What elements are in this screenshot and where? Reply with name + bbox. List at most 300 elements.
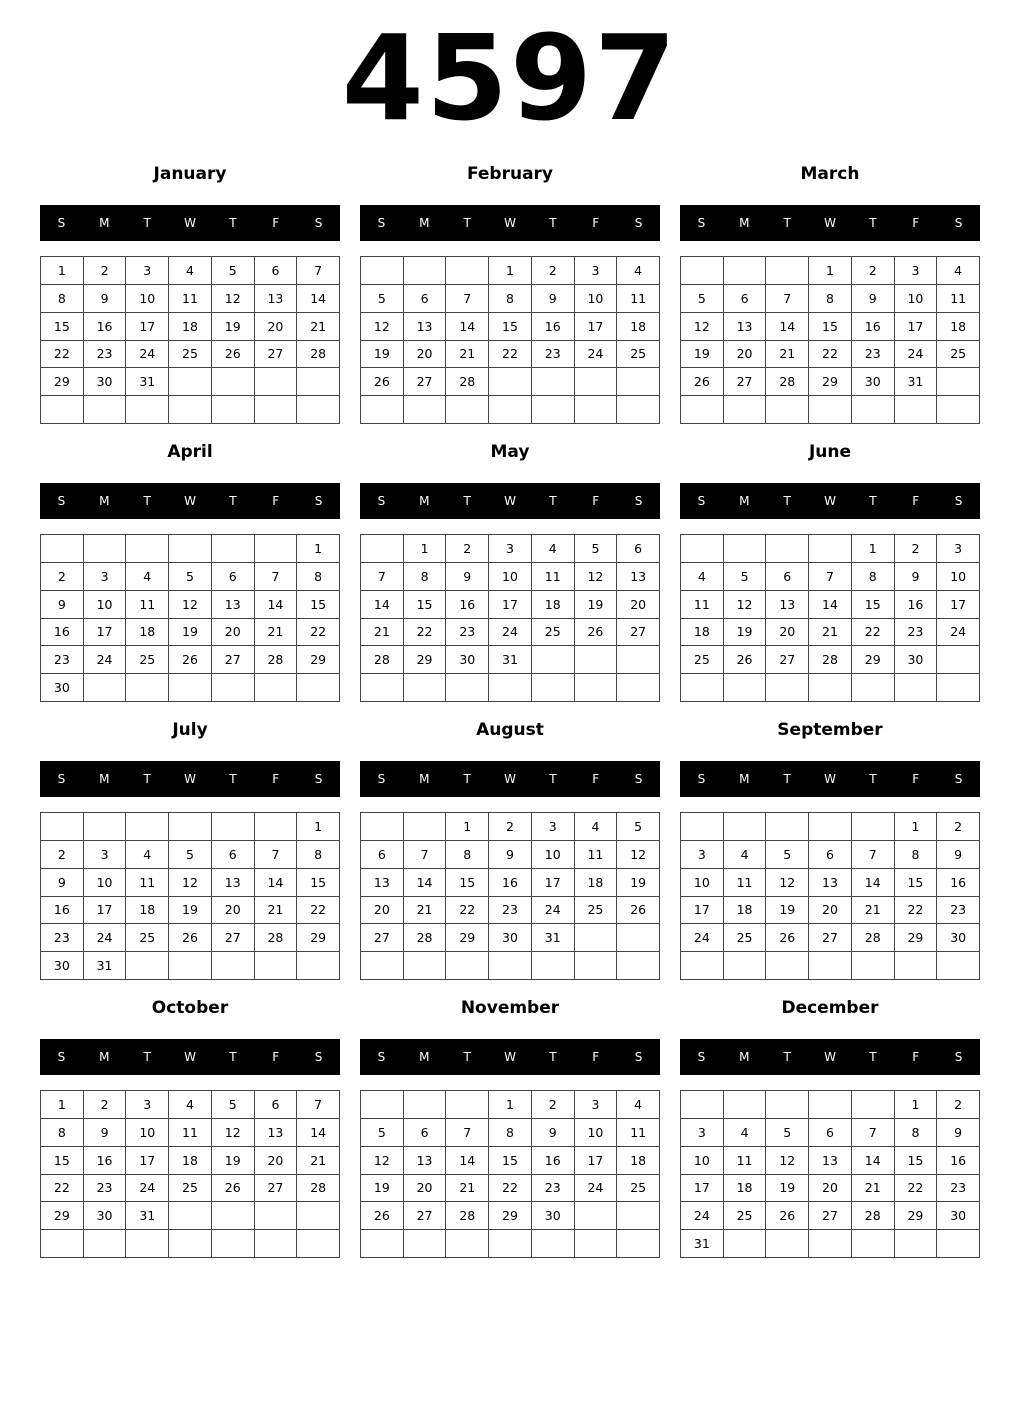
day-cell: 11 [169,285,212,313]
weekday-label: S [57,494,66,508]
day-cell: 20 [404,1175,447,1203]
day-cell: 2 [532,257,575,285]
day-cell: 23 [84,341,127,369]
day-cell: 8 [297,563,340,591]
empty-cell [446,1230,489,1258]
day-cell: 5 [724,563,767,591]
day-cell: 28 [361,646,404,674]
weekday-label: W [824,772,836,786]
day-cell: 12 [575,563,618,591]
day-cell: 21 [297,313,340,341]
empty-cell [895,396,938,424]
day-cell: 22 [489,341,532,369]
empty-cell [681,1091,724,1119]
weekday-header [360,761,660,797]
month-name: March [800,164,860,184]
day-cell: 22 [895,1175,938,1203]
empty-cell [126,952,169,980]
day-cell: 30 [895,646,938,674]
month-name: August [476,720,544,740]
empty-cell [404,1091,447,1119]
day-cell: 15 [297,591,340,619]
day-cell: 1 [895,1091,938,1119]
day-cell: 19 [169,897,212,925]
empty-cell [41,535,84,563]
day-cell: 1 [297,535,340,563]
day-cell: 7 [446,1119,489,1147]
empty-cell [126,813,169,841]
empty-cell [575,646,618,674]
day-cell: 27 [404,1202,447,1230]
day-cell: 15 [404,591,447,619]
day-cell: 16 [532,1147,575,1175]
day-cell: 23 [852,341,895,369]
empty-cell [126,535,169,563]
day-cell: 8 [297,841,340,869]
day-cell: 30 [489,924,532,952]
day-cell: 2 [937,813,980,841]
day-cell: 10 [575,1119,618,1147]
weekday-label: T [783,1050,791,1064]
day-cell: 4 [169,257,212,285]
day-cell: 29 [297,924,340,952]
weekday-label: M [419,216,430,230]
day-cell: 15 [895,869,938,897]
day-cell: 30 [937,1202,980,1230]
empty-cell [575,396,618,424]
empty-cell [169,952,212,980]
empty-cell [937,646,980,674]
day-cell: 23 [489,897,532,925]
day-cell: 8 [852,563,895,591]
day-cell: 14 [446,1147,489,1175]
weekday-label: T [869,772,877,786]
day-cell: 8 [41,285,84,313]
month-february [360,163,660,424]
day-cell: 22 [41,1175,84,1203]
day-cell: 7 [766,285,809,313]
day-cell: 22 [446,897,489,925]
empty-cell [212,396,255,424]
day-cell: 26 [212,1175,255,1203]
empty-cell [809,813,852,841]
empty-cell [575,1202,618,1230]
day-cell: 10 [681,1147,724,1175]
day-cell: 13 [255,1119,298,1147]
day-cell: 2 [532,1091,575,1119]
empty-cell [404,1230,447,1258]
empty-cell [724,1230,767,1258]
weekday-label: M [99,1050,110,1064]
day-cell: 7 [255,841,298,869]
day-cell: 26 [212,341,255,369]
day-cell: 25 [169,1175,212,1203]
day-cell: 20 [724,341,767,369]
weekday-label: T [229,1050,237,1064]
day-cell: 21 [446,1175,489,1203]
day-cell: 7 [852,1119,895,1147]
day-cell: 19 [724,619,767,647]
day-cell: 24 [681,1202,724,1230]
month-november [360,997,660,1258]
weekday-label: S [57,772,66,786]
day-cell: 3 [126,1091,169,1119]
day-cell: 31 [126,368,169,396]
day-cell: 21 [766,341,809,369]
empty-cell [724,813,767,841]
day-cell: 9 [41,591,84,619]
day-cell: 8 [895,1119,938,1147]
day-cell: 23 [41,924,84,952]
day-cell: 4 [617,257,660,285]
day-cell: 19 [212,313,255,341]
day-cell: 15 [446,869,489,897]
weekday-label: M [739,1050,750,1064]
day-cell: 24 [575,1175,618,1203]
day-cell: 9 [895,563,938,591]
day-cell: 11 [617,1119,660,1147]
day-cell: 27 [617,619,660,647]
day-cell: 28 [852,1202,895,1230]
day-cell: 1 [489,1091,532,1119]
weekday-label: M [99,494,110,508]
weekday-label: W [504,1050,516,1064]
weekday-label: T [869,494,877,508]
day-cell: 15 [41,313,84,341]
month-april [40,441,340,702]
day-cell: 6 [809,841,852,869]
month-march [680,163,980,424]
weekday-label: T [869,216,877,230]
day-cell: 11 [532,563,575,591]
day-cell: 9 [41,869,84,897]
day-cell: 10 [681,869,724,897]
day-cell: 11 [724,869,767,897]
day-cell: 4 [681,563,724,591]
weekday-label: M [99,216,110,230]
empty-cell [617,952,660,980]
month-name: April [167,442,213,462]
weekday-header [680,761,980,797]
day-cell: 17 [84,897,127,925]
day-cell: 19 [361,341,404,369]
day-cell: 5 [361,1119,404,1147]
day-cell: 6 [255,1091,298,1119]
day-cell: 26 [361,1202,404,1230]
day-cell: 5 [212,257,255,285]
day-cell: 13 [809,1147,852,1175]
day-cell: 12 [361,313,404,341]
day-cell: 25 [724,1202,767,1230]
day-cell: 14 [255,591,298,619]
weekday-label: T [783,216,791,230]
day-cell: 28 [446,1202,489,1230]
day-cell: 15 [297,869,340,897]
weekday-label: M [739,772,750,786]
day-cell: 19 [575,591,618,619]
day-cell: 10 [126,1119,169,1147]
empty-cell [169,368,212,396]
empty-cell [446,1091,489,1119]
weekday-label: S [954,1050,963,1064]
empty-cell [84,535,127,563]
weekday-header [40,205,340,241]
day-cell: 23 [532,1175,575,1203]
month-january [40,163,340,424]
weekday-label: S [697,494,706,508]
empty-cell [212,535,255,563]
day-cell: 19 [766,1175,809,1203]
day-cell: 25 [681,646,724,674]
day-cell: 23 [84,1175,127,1203]
day-cell: 11 [126,869,169,897]
empty-cell [255,674,298,702]
weekday-label: F [912,494,920,508]
day-cell: 21 [297,1147,340,1175]
day-cell: 30 [84,368,127,396]
day-cell: 4 [169,1091,212,1119]
day-cell: 20 [404,341,447,369]
weekday-label: S [954,772,963,786]
day-cell: 17 [489,591,532,619]
weekday-label: T [783,772,791,786]
empty-cell [361,1091,404,1119]
empty-cell [575,368,618,396]
day-cell: 2 [937,1091,980,1119]
empty-cell [84,674,127,702]
day-cell: 29 [895,924,938,952]
day-cell: 3 [489,535,532,563]
day-cell: 27 [212,924,255,952]
day-cell: 15 [489,1147,532,1175]
day-cell: 7 [361,563,404,591]
day-cell: 17 [126,313,169,341]
weekday-label: T [463,1050,471,1064]
day-cell: 2 [41,563,84,591]
day-cell: 19 [212,1147,255,1175]
empty-cell [446,674,489,702]
empty-cell [532,952,575,980]
weekday-header [360,1039,660,1075]
empty-cell [617,396,660,424]
day-cell: 5 [169,563,212,591]
empty-cell [681,952,724,980]
day-cell: 6 [255,257,298,285]
empty-cell [255,535,298,563]
empty-cell [126,1230,169,1258]
weekday-label: F [592,494,600,508]
empty-cell [41,813,84,841]
empty-cell [404,257,447,285]
day-cell: 28 [809,646,852,674]
weekday-label: S [377,494,386,508]
day-cell: 6 [617,535,660,563]
weekday-label: T [143,216,151,230]
day-cell: 22 [852,619,895,647]
day-cell: 23 [532,341,575,369]
day-cell: 21 [852,897,895,925]
month-name: October [151,998,229,1018]
day-cell: 28 [255,924,298,952]
empty-cell [766,535,809,563]
day-grid [40,256,340,424]
month-name: December [781,998,879,1018]
empty-cell [169,1230,212,1258]
empty-cell [404,396,447,424]
day-cell: 1 [297,813,340,841]
day-cell: 13 [766,591,809,619]
day-cell: 6 [404,1119,447,1147]
weekday-label: W [824,216,836,230]
day-cell: 29 [41,368,84,396]
day-cell: 12 [724,591,767,619]
day-cell: 2 [41,841,84,869]
day-cell: 25 [617,341,660,369]
month-july [40,719,340,980]
day-cell: 3 [84,841,127,869]
day-cell: 23 [895,619,938,647]
day-cell: 16 [489,869,532,897]
weekday-label: S [57,1050,66,1064]
day-cell: 11 [681,591,724,619]
day-cell: 14 [852,1147,895,1175]
day-cell: 31 [895,368,938,396]
day-cell: 14 [361,591,404,619]
weekday-label: T [229,494,237,508]
empty-cell [809,674,852,702]
weekday-label: F [272,216,280,230]
weekday-label: W [504,494,516,508]
month-august [360,719,660,980]
empty-cell [297,1230,340,1258]
empty-cell [681,257,724,285]
empty-cell [489,952,532,980]
month-name: January [153,164,227,184]
day-cell: 17 [681,1175,724,1203]
day-cell: 16 [937,869,980,897]
day-cell: 26 [766,1202,809,1230]
weekday-header [680,205,980,241]
day-cell: 24 [532,897,575,925]
empty-cell [404,674,447,702]
empty-cell [212,674,255,702]
day-cell: 11 [169,1119,212,1147]
month-name: November [460,998,560,1018]
weekday-label: W [824,1050,836,1064]
day-cell: 17 [681,897,724,925]
day-cell: 10 [489,563,532,591]
empty-cell [937,368,980,396]
day-cell: 16 [41,897,84,925]
day-cell: 3 [937,535,980,563]
empty-cell [169,674,212,702]
day-grid [40,812,340,980]
day-cell: 26 [361,368,404,396]
day-cell: 29 [446,924,489,952]
day-cell: 26 [724,646,767,674]
month-name: July [172,720,208,740]
year-title: 4597 [341,9,679,147]
empty-cell [681,813,724,841]
day-cell: 12 [212,1119,255,1147]
empty-cell [361,952,404,980]
day-cell: 1 [852,535,895,563]
weekday-label: S [634,494,643,508]
day-cell: 23 [446,619,489,647]
day-cell: 9 [852,285,895,313]
day-cell: 1 [41,257,84,285]
day-cell: 16 [41,619,84,647]
day-cell: 9 [937,1119,980,1147]
empty-cell [895,674,938,702]
weekday-label: S [377,216,386,230]
day-grid [40,1090,340,1258]
day-cell: 8 [895,841,938,869]
day-cell: 30 [84,1202,127,1230]
day-cell: 22 [297,619,340,647]
day-cell: 8 [41,1119,84,1147]
day-cell: 27 [212,646,255,674]
day-cell: 28 [255,646,298,674]
day-cell: 29 [852,646,895,674]
day-cell: 11 [617,285,660,313]
day-cell: 6 [404,285,447,313]
empty-cell [212,368,255,396]
weekday-label: T [783,494,791,508]
day-cell: 6 [809,1119,852,1147]
month-name: September [777,720,883,740]
weekday-label: S [697,772,706,786]
day-cell: 26 [681,368,724,396]
day-cell: 20 [255,1147,298,1175]
day-grid [360,1090,660,1258]
day-cell: 9 [84,285,127,313]
day-cell: 1 [895,813,938,841]
empty-cell [809,952,852,980]
day-cell: 24 [895,341,938,369]
day-cell: 11 [724,1147,767,1175]
empty-cell [766,813,809,841]
day-cell: 1 [489,257,532,285]
weekday-label: T [143,494,151,508]
day-cell: 8 [809,285,852,313]
day-cell: 25 [126,646,169,674]
empty-cell [297,1202,340,1230]
empty-cell [617,674,660,702]
day-grid [40,534,340,702]
day-cell: 13 [809,869,852,897]
day-cell: 15 [809,313,852,341]
day-cell: 8 [446,841,489,869]
day-cell: 27 [255,1175,298,1203]
empty-cell [937,1230,980,1258]
day-cell: 27 [766,646,809,674]
day-cell: 19 [361,1175,404,1203]
day-cell: 15 [852,591,895,619]
empty-cell [126,674,169,702]
empty-cell [809,396,852,424]
weekday-label: S [954,494,963,508]
day-cell: 3 [575,1091,618,1119]
day-cell: 20 [212,897,255,925]
day-cell: 22 [41,341,84,369]
empty-cell [212,952,255,980]
day-cell: 12 [766,1147,809,1175]
day-cell: 29 [297,646,340,674]
day-cell: 6 [212,841,255,869]
day-cell: 21 [809,619,852,647]
day-cell: 22 [895,897,938,925]
